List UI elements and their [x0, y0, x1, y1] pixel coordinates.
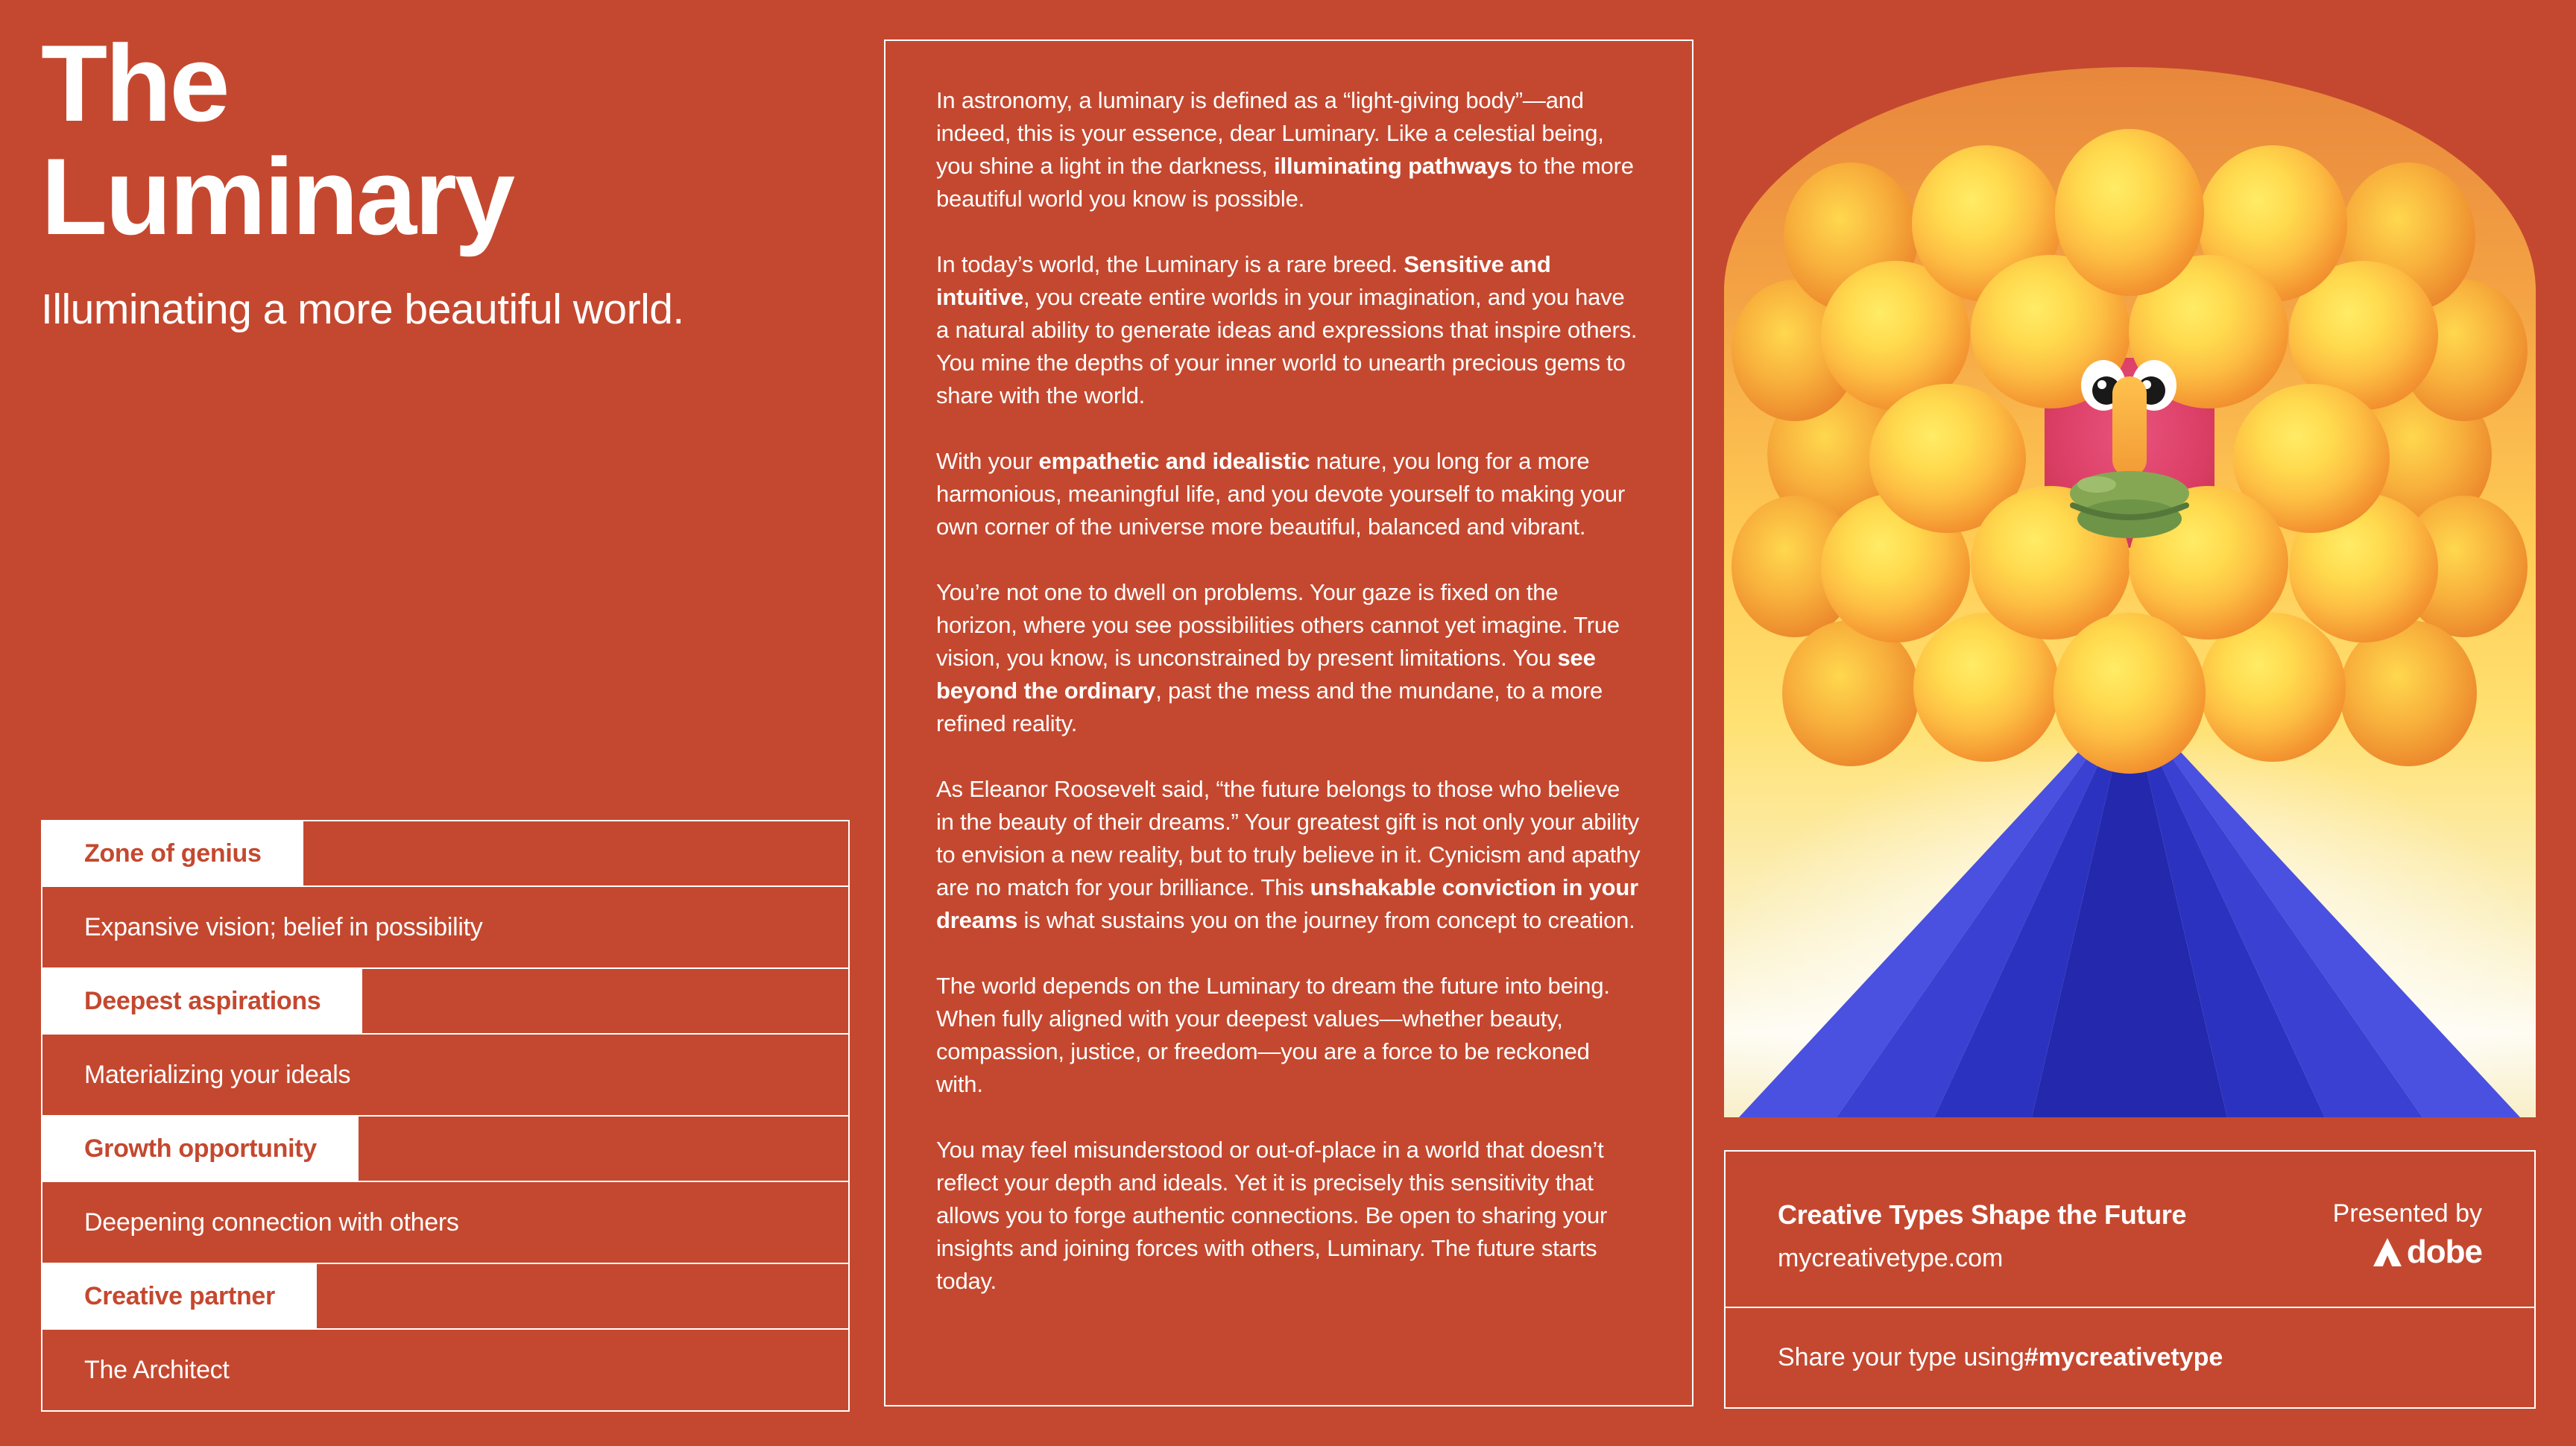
- trait-label-row: [42, 1117, 848, 1182]
- trait-label-row: [42, 1264, 848, 1330]
- footer-top-row: [1726, 1152, 2534, 1308]
- character-artwork: [1724, 37, 2536, 1117]
- trait-value: Deepening connection with others: [42, 1182, 848, 1264]
- lips: [2070, 471, 2189, 538]
- trait-value: Expansive vision; belief in possibility: [42, 887, 848, 969]
- description-paragraph: In today’s world, the Luminary is a rare breed. Sensitive and intuitive, you create entire worlds in your imagination, and you have a natural ability to generate ideas and expressions that inspire others. You mine the depths of your inner world to unearth precious gems to share with the world.: [936, 251, 1638, 409]
- luminary-character-illustration: [1724, 37, 2536, 1117]
- title-line-1: The: [41, 22, 228, 144]
- share-hashtag: #mycreativetype: [2024, 1343, 2223, 1371]
- description-panel: [884, 40, 1693, 1406]
- presented-by-label: Presented by: [2332, 1199, 2482, 1228]
- trait-label-row: [42, 969, 848, 1035]
- trait-label: Growth opportunity: [42, 1117, 359, 1181]
- description-text: [936, 84, 1641, 1298]
- trait-label: Creative partner: [42, 1264, 317, 1328]
- description-paragraph: You may feel misunderstood or out-of-place in a world that doesn’t reflect your depth and ideals. Yet it is precisely this sensitivity that allows you to forge authentic connections. Be open to sharing your insights and joining forces with others, Luminary. The future starts today.: [936, 1137, 1608, 1295]
- description-paragraph: In astronomy, a luminary is defined as a “light-giving body”—and indeed, this is your essence, dear Luminary. Like a celestial being, you shine a light in the darkness, illuminating pathways to the more beautiful world you know is possible.: [936, 87, 1634, 212]
- adobe-a-mark-icon: [2372, 1238, 2403, 1266]
- trait-label-row: [42, 821, 848, 887]
- adobe-logo-text: dobe: [2406, 1234, 2482, 1270]
- footer-card: [1724, 1150, 2536, 1409]
- traits-table: [41, 820, 850, 1412]
- trait-label: Deepest aspirations: [42, 969, 362, 1033]
- description-paragraph: As Eleanor Roosevelt said, “the future belongs to those who believe in the beauty of their dreams.” Your greatest gift is not only your ability to envision a new reality, but to truly believe in it. Cynicism and apathy are no match for your brilliance. This unshakable conviction in your dreams is what sustains you on the journey from concept to creation.: [936, 776, 1641, 934]
- page-title: [41, 22, 850, 257]
- title-line-2: Luminary: [41, 135, 514, 257]
- description-paragraph: The world depends on the Luminary to dream the future into being. When fully aligned with your deepest values—whether beauty, compassion, justice, or freedom—you are a force to be reckoned with.: [936, 973, 1610, 1098]
- nose: [2112, 376, 2147, 477]
- trait-value: The Architect: [84, 1355, 230, 1384]
- page-subtitle: Illuminating a more beautiful world.: [41, 285, 684, 333]
- share-row: [1726, 1308, 2534, 1407]
- adobe-logo: [2333, 1236, 2482, 1269]
- hero: [41, 22, 850, 334]
- footer-url: mycreativetype.com: [1778, 1244, 2004, 1272]
- trait-label: Zone of genius: [42, 821, 303, 885]
- description-paragraph: With your empathetic and idealistic nature, you long for a more harmonious, meaningful life, and you devote yourself to making your own corner of the universe more beautiful, balanced and vibrant.: [936, 448, 1626, 540]
- share-prefix: Share your type using: [1778, 1343, 2024, 1371]
- footer-heading: Creative Types Shape the Future: [1778, 1199, 2187, 1230]
- description-paragraph: You’re not one to dwell on problems. Your gaze is fixed on the horizon, where you see possibilities others cannot yet imagine. True vision, you know, is unconstrained by present limitations. You see beyond the ordinary, past the mess and the mundane, to a more refined reality.: [936, 579, 1620, 737]
- trait-value: Materializing your ideals: [42, 1035, 848, 1117]
